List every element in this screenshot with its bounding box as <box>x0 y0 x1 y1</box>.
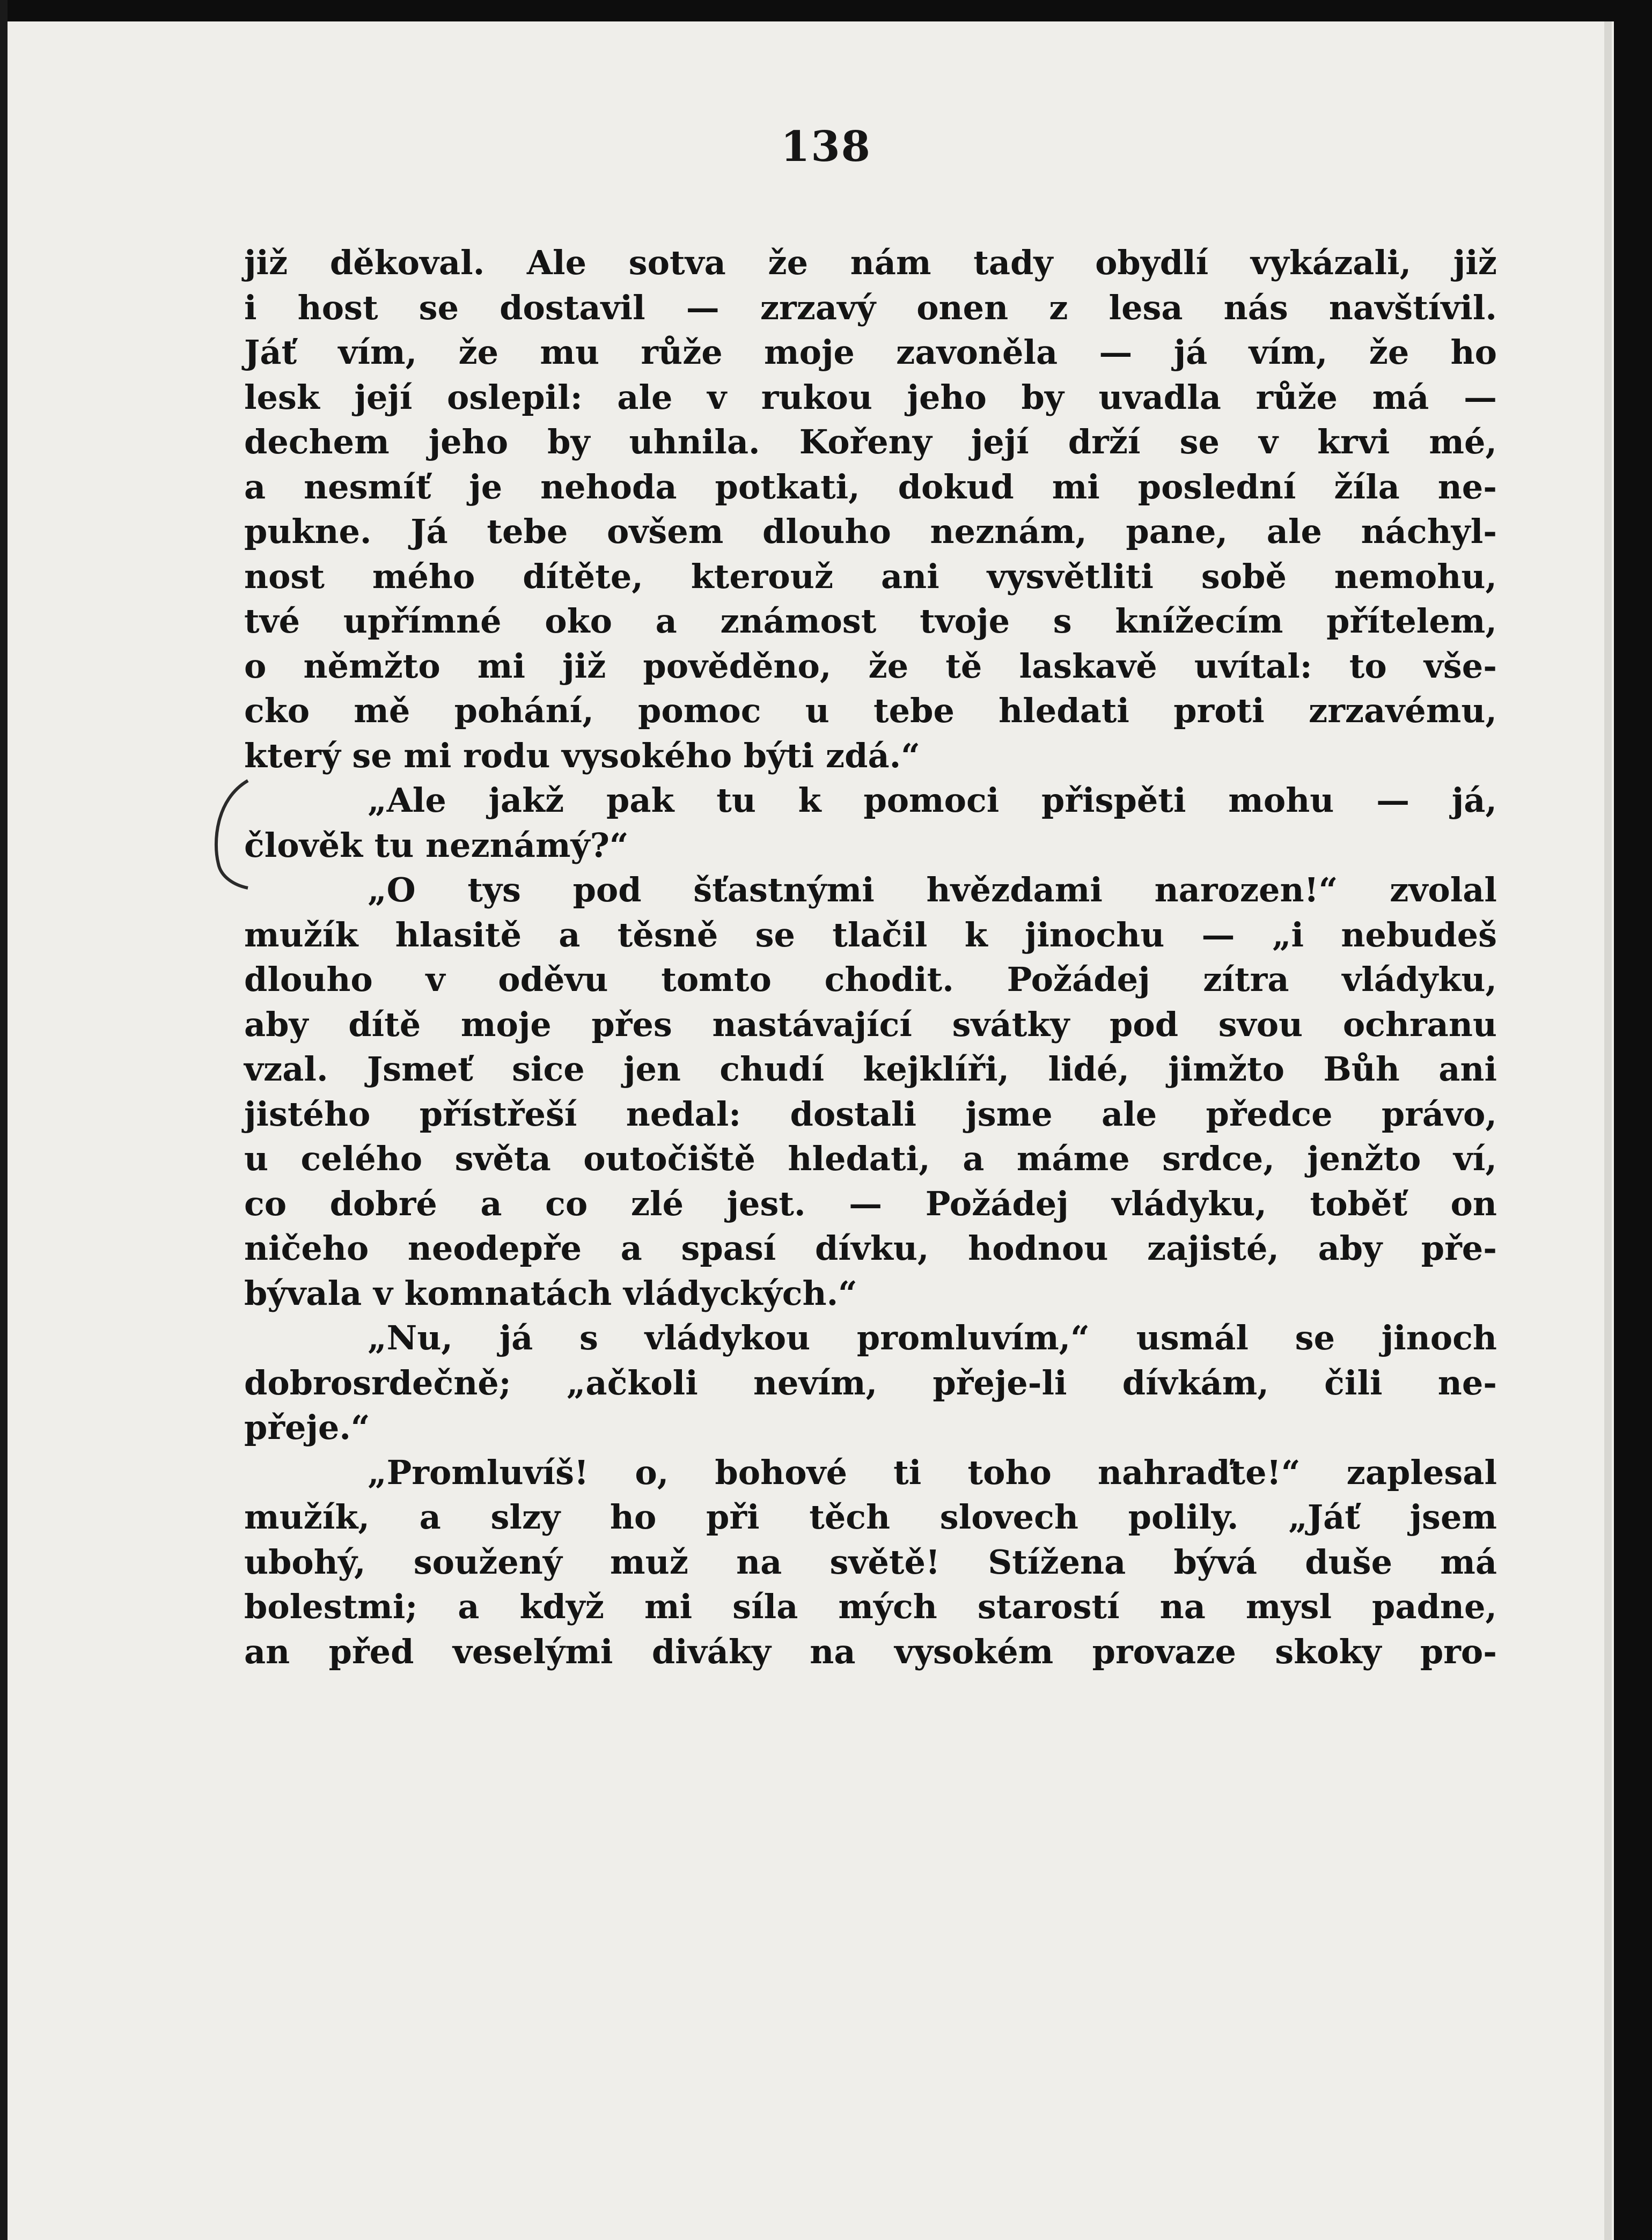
scan-border-left <box>0 0 8 2240</box>
text-line: pukne. Já tebe ovšem dlouho neznám, pane, ale náchyl- <box>244 512 1497 551</box>
text-line: aby dítě moje přes nastávající svátky pod svou ochranu <box>244 1004 1497 1044</box>
text-line: již děkoval. Ale sotva že nám tady obydlí vykázali, již <box>244 243 1497 282</box>
scan-border-top <box>0 0 1652 21</box>
text-line: dlouho v oděvu tomto chodit. Požádej zítra vládyku, <box>244 960 1497 999</box>
text-line: i host se dostavil — zrzavý onen z lesa nás navštívil. <box>244 288 1497 327</box>
text-line: tvé upřímné oko a známost tvoje s knížecím přítelem, <box>244 601 1497 641</box>
text-line: cko mě pohání, pomoc u tebe hledati proti zrzavému, <box>244 691 1497 730</box>
text-line: Jáť vím, že mu růže moje zavoněla — já vím, že ho <box>244 333 1497 372</box>
text-line: an před veselými diváky na vysokém provaze skoky pro- <box>244 1632 1497 1671</box>
text-line: vzal. Jsmeť sice jen chudí kejklíři, lidé, jimžto Bůh ani <box>244 1049 1497 1089</box>
page-right-edge <box>1604 21 1612 2240</box>
text-line: a nesmíť je nehoda potkati, dokud mi poslední žíla ne- <box>244 467 1497 506</box>
text-line: mužík hlasitě a těsně se tlačil k jinochu — „i nebudeš <box>244 915 1497 954</box>
scan-border-right <box>1614 0 1652 2240</box>
text-line: u celého světa outočiště hledati, a máme srdce, jenžto ví, <box>244 1139 1497 1178</box>
text-line: mužík, a slzy ho při těch slovech polily. „Jáť jsem <box>244 1497 1497 1537</box>
text-line: nost mého dítěte, kterouž ani vysvětliti sobě nemohu, <box>244 556 1497 596</box>
text-line: co dobré a co zlé jest. — Požádej vládyku, toběť on <box>244 1184 1497 1223</box>
text-line: dechem jeho by uhnila. Kořeny její drží se v krvi mé, <box>244 422 1497 461</box>
text-line: přeje.“ <box>244 1408 370 1447</box>
text-line: „O tys pod šťastnými hvězdami narozen!“ zvolal <box>368 870 1497 909</box>
text-line: který se mi rodu vysokého býti zdá.“ <box>244 736 920 775</box>
text-line: lesk její oslepil: ale v rukou jeho by uvadla růže má — <box>244 377 1497 417</box>
text-line: „Promluvíš! o, bohové ti toho nahraďte!“ zaplesal <box>368 1452 1497 1492</box>
text-line: o němžto mi již pověděno, že tě laskavě uvítal: to vše- <box>244 646 1497 686</box>
text-line: jistého přístřeší nedal: dostali jsme ale předce právo, <box>244 1094 1497 1134</box>
text-line: ubohý, soužený muž na světě! Stížena bývá duše má <box>244 1542 1497 1582</box>
body-text <box>244 240 1497 1674</box>
text-line: bolestmi; a když mi síla mých starostí na mysl padne, <box>244 1587 1497 1626</box>
text-line: „Nu, já s vládykou promluvím,“ usmál se jinoch <box>368 1318 1497 1357</box>
text-line: „Ale jakž pak tu k pomoci přispěti mohu — já, <box>368 781 1497 820</box>
page-number: 138 <box>781 122 871 171</box>
text-line: člověk tu neznámý?“ <box>244 825 629 865</box>
text-line: dobrosrdečně; „ačkoli nevím, přeje-li dívkám, čili ne- <box>244 1363 1497 1402</box>
text-line: bývala v komnatách vládyckých.“ <box>244 1273 857 1313</box>
text-line: ničeho neodepře a spasí dívku, hodnou zajisté, aby pře- <box>244 1229 1497 1268</box>
